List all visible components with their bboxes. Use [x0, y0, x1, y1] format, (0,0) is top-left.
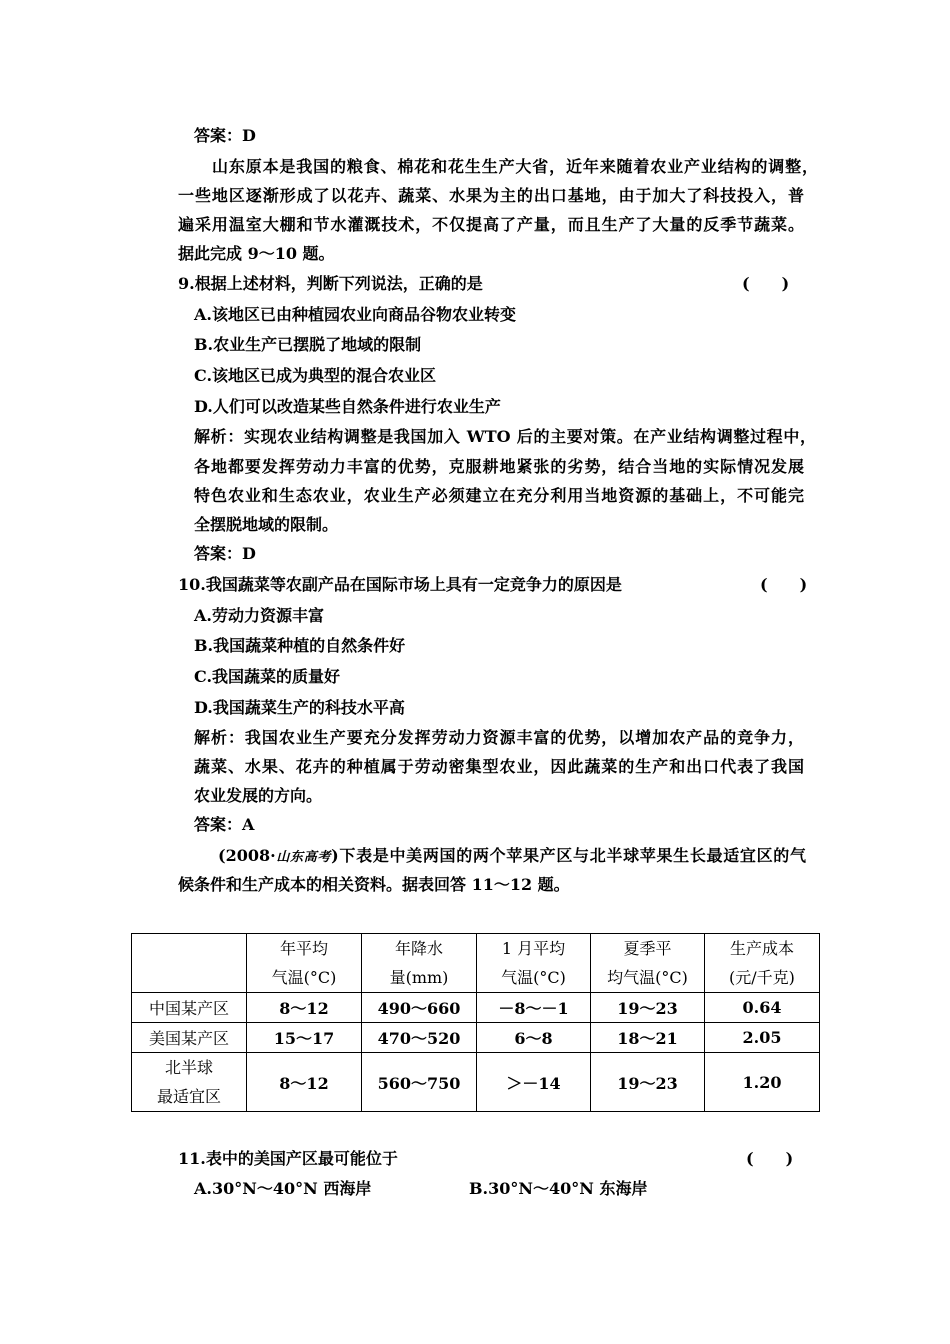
answer-8: 答案：D — [194, 126, 256, 145]
answer-9: 答案：D — [194, 544, 256, 563]
intro-paragraph-line-2: 一些地区逐渐形成了以花卉、蔬菜、水果为主的出口基地，由于加大了科技投入，普 — [178, 186, 804, 205]
header-production-cost: 生产成本 (元/千克) — [705, 934, 820, 993]
question-9-option-c: C.该地区已成为典型的混合农业区 — [194, 366, 437, 385]
explanation-10-line-2: 蔬菜、水果、花卉的种植属于劳动密集型农业，因此蔬菜的生产和出口代表了我国 — [194, 757, 804, 776]
intro-paragraph-line-4: 据此完成 9～10 题。 — [178, 244, 335, 263]
cell-annual-rain: 560～750 — [362, 1053, 477, 1112]
header-annual-temp: 年平均 气温(°C) — [247, 934, 362, 993]
explanation-9-line-2: 各地都要发挥劳动力丰富的优势，克服耕地紧张的劣势，结合当地的实际情况发展 — [194, 457, 804, 476]
cell-production-cost: 0.64 — [705, 993, 820, 1023]
cell-annual-rain: 470～520 — [362, 1023, 477, 1053]
source-note-line-2: 候条件和生产成本的相关资料。据表回答 11～12 题。 — [178, 875, 570, 894]
cell-jan-temp: ＞－14 — [477, 1053, 591, 1112]
question-9: 9.根据上述材料，判断下列说法，正确的是 — [178, 274, 483, 293]
cell-jan-temp: －8～－1 — [477, 993, 591, 1023]
source-note-line-1 — [218, 846, 806, 868]
question-11-answer-blank: ( ) — [746, 1149, 794, 1168]
question-10: 10.我国蔬菜等农副产品在国际市场上具有一定竞争力的原因是 — [178, 575, 622, 594]
question-10-option-a: A.劳动力资源丰富 — [194, 606, 324, 625]
cell-region: 中国某产区 — [132, 993, 247, 1023]
explanation-9-line-3: 特色农业和生态农业，农业生产必须建立在充分利用当地资源的基础上，不可能完 — [194, 486, 804, 505]
question-10-option-b: B.我国蔬菜种植的自然条件好 — [194, 636, 406, 655]
question-10-option-c: C.我国蔬菜的质量好 — [194, 667, 341, 686]
cell-annual-temp: 8～12 — [247, 993, 362, 1023]
source-exam-name: 山东高考 — [275, 850, 332, 865]
header-cell-blank — [132, 934, 247, 993]
cell-summer-temp: 19～23 — [591, 1053, 705, 1112]
intro-paragraph-line-3: 遍采用温室大棚和节水灌溉技术，不仅提高了产量，而且生产了大量的反季节蔬菜。 — [178, 215, 804, 234]
table-row — [132, 993, 820, 1023]
source-year: (2008· — [218, 846, 276, 865]
cell-production-cost: 1.20 — [705, 1053, 820, 1112]
table-row — [132, 1023, 820, 1053]
question-9-option-b: B.农业生产已摆脱了地域的限制 — [194, 335, 422, 354]
question-11: 11.表中的美国产区最可能位于 — [178, 1149, 398, 1168]
cell-summer-temp: 18～21 — [591, 1023, 705, 1053]
cell-annual-temp: 8～12 — [247, 1053, 362, 1112]
cell-region: 北半球 最适宜区 — [132, 1053, 247, 1112]
intro-paragraph-line-1: 山东原本是我国的粮食、棉花和花生生产大省，近年来随着农业产业结构的调整， — [212, 157, 818, 176]
header-jan-temp: 1 月平均 气温(°C) — [477, 934, 591, 993]
table-row — [132, 1053, 820, 1112]
header-summer-temp: 夏季平 均气温(°C) — [591, 934, 705, 993]
question-9-option-d: D.人们可以改造某些自然条件进行农业生产 — [194, 397, 501, 416]
table-header-row — [132, 934, 820, 993]
explanation-10-line-3: 农业发展的方向。 — [194, 786, 323, 805]
header-annual-rain: 年降水 量(mm) — [362, 934, 477, 993]
apple-region-table — [131, 933, 820, 1112]
answer-10: 答案：A — [194, 815, 255, 834]
explanation-9-line-4: 全摆脱地域的限制。 — [194, 515, 339, 534]
question-11-option-b: B.30°N～40°N 东海岸 — [469, 1179, 648, 1198]
question-11-option-a: A.30°N～40°N 西海岸 — [194, 1179, 372, 1198]
source-note-text: )下表是中美两国的两个苹果产区与北半球苹果生长最适宜区的气 — [331, 846, 806, 865]
cell-annual-temp: 15～17 — [247, 1023, 362, 1053]
cell-jan-temp: 6～8 — [477, 1023, 591, 1053]
question-9-option-a: A.该地区已由种植园农业向商品谷物农业转变 — [194, 305, 516, 324]
explanation-9-line-1: 解析：实现农业结构调整是我国加入 WTO 后的主要对策。在产业结构调整过程中， — [194, 427, 816, 446]
question-10-answer-blank: ( ) — [760, 575, 808, 594]
cell-summer-temp: 19～23 — [591, 993, 705, 1023]
cell-annual-rain: 490～660 — [362, 993, 477, 1023]
question-9-answer-blank: ( ) — [742, 274, 790, 293]
cell-region: 美国某产区 — [132, 1023, 247, 1053]
explanation-10-line-1: 解析：我国农业生产要充分发挥劳动力资源丰富的优势，以增加农产品的竞争力， — [194, 728, 804, 747]
cell-production-cost: 2.05 — [705, 1023, 820, 1053]
question-10-option-d: D.我国蔬菜生产的科技水平高 — [194, 698, 405, 717]
